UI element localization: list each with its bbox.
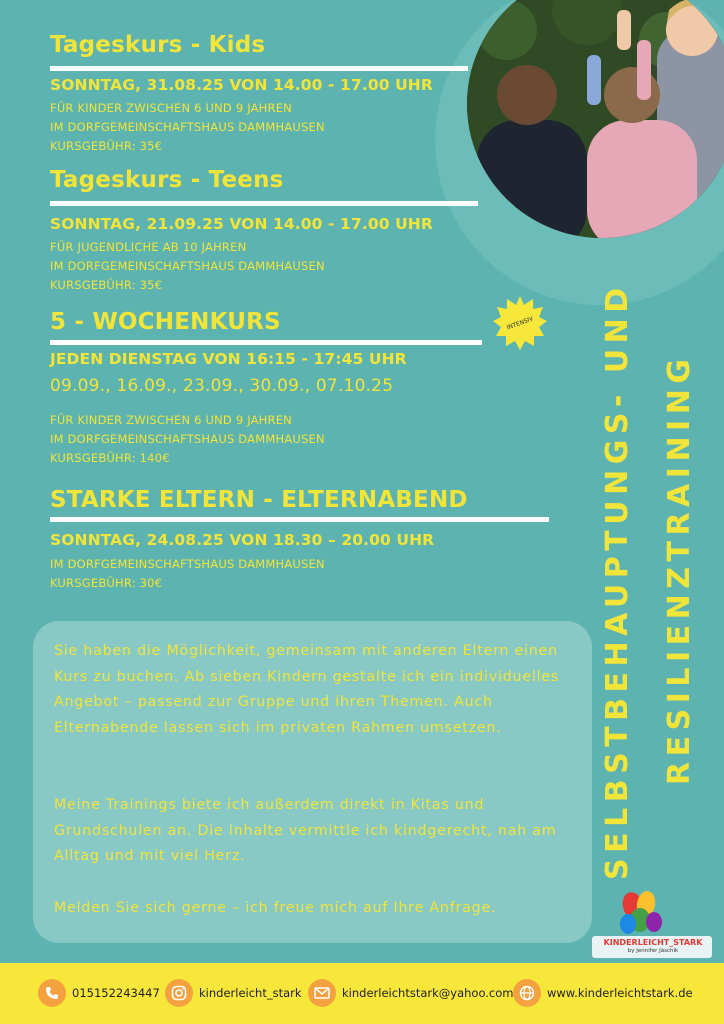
instagram-icon bbox=[165, 979, 193, 1007]
course-audience-teens: FÜR JUGENDLICHE AB 10 JAHREN bbox=[50, 240, 247, 254]
course-location-kids: IM DORFGEMEINSCHAFTSHAUS DAMMHAUSEN bbox=[50, 120, 325, 134]
course-title-parents: STARKE ELTERN - ELTERNABEND bbox=[50, 487, 468, 513]
info-paragraph-2: Meine Trainings biete ich außerdem direkt in Kitas und Grundschulen an. Die Inhalte vermittle ich kindgerecht, nah am Alltag und mit viel Herz. bbox=[54, 797, 557, 864]
course-fee-teens: KURSGEBÜHR: 35€ bbox=[50, 278, 163, 292]
divider bbox=[50, 201, 478, 206]
course-date-teens: SONNTAG, 21.09.25 VON 14.00 - 17.00 UHR bbox=[50, 215, 433, 233]
vertical-title bbox=[600, 240, 710, 890]
info-paragraph-3: Melden Sie sich gerne – ich freue mich auf Ihre Anfrage. bbox=[54, 900, 497, 916]
website-url: www.kinderleichtstark.de bbox=[547, 986, 693, 1000]
globe-icon bbox=[513, 979, 541, 1007]
info-paragraph-1: Sie haben die Möglichkeit, gemeinsam mit anderen Eltern einen Kurs zu buchen. Ab sieben Kindern gestalte ich ein individuelles Angebot – passend zur Gruppe und ihren Themen. Auch Elternabende lassen sich im privaten Rahmen umsetzen. bbox=[54, 643, 560, 736]
instagram-handle: kinderleicht_stark bbox=[199, 986, 302, 1000]
course-date-weekly: JEDEN DIENSTAG VON 16:15 - 17:45 UHR bbox=[50, 350, 407, 368]
vertical-title-line-1: SELBSTBEHAUPTUNGS- UND bbox=[600, 282, 635, 880]
divider bbox=[50, 340, 482, 345]
divider bbox=[50, 517, 549, 522]
vertical-title-line-2: RESILIENZTRAINING bbox=[662, 353, 697, 785]
course-location-teens: IM DORFGEMEINSCHAFTSHAUS DAMMHAUSEN bbox=[50, 259, 325, 273]
course-audience-weekly: FÜR KINDER ZWISCHEN 6 UND 9 JAHREN bbox=[50, 413, 292, 427]
logo-name: KINDERLEICHT_STARK bbox=[603, 938, 703, 947]
course-session-dates: 09.09., 16.09., 23.09., 30.09., 07.10.25 bbox=[50, 376, 394, 396]
course-date-parents: SONNTAG, 24.08.25 VON 18.30 – 20.00 UHR bbox=[50, 531, 435, 549]
divider bbox=[50, 66, 468, 71]
intensiv-badge-label: INTENSIV bbox=[505, 314, 535, 332]
phone-contact[interactable] bbox=[38, 978, 160, 1008]
phone-number: 015152243447 bbox=[72, 986, 160, 1000]
logo-subtitle: by Jennifer Jäschik bbox=[627, 948, 679, 954]
course-location-weekly: IM DORFGEMEINSCHAFTSHAUS DAMMHAUSEN bbox=[50, 432, 325, 446]
email-contact[interactable] bbox=[308, 978, 514, 1008]
course-fee-kids: KURSGEBÜHR: 35€ bbox=[50, 139, 163, 153]
website-contact[interactable] bbox=[513, 978, 693, 1008]
phone-icon bbox=[38, 979, 66, 1007]
course-title-teens: Tageskurs - Teens bbox=[50, 167, 284, 193]
brand-logo bbox=[588, 884, 716, 962]
course-title-kids: Tageskurs - Kids bbox=[50, 32, 266, 58]
course-fee-weekly: KURSGEBÜHR: 140€ bbox=[50, 451, 170, 465]
mail-icon bbox=[308, 979, 336, 1007]
course-location-parents: IM DORFGEMEINSCHAFTSHAUS DAMMHAUSEN bbox=[50, 557, 325, 571]
course-audience-kids: FÜR KINDER ZWISCHEN 6 UND 9 JAHREN bbox=[50, 101, 292, 115]
email-address: kinderleichtstark@yahoo.com bbox=[342, 986, 514, 1000]
contact-footer bbox=[0, 963, 724, 1024]
course-title-weekly: 5 - WOCHENKURS bbox=[50, 309, 281, 335]
course-date-kids: SONNTAG, 31.08.25 VON 14.00 - 17.00 UHR bbox=[50, 76, 433, 94]
course-fee-parents: KURSGEBÜHR: 30€ bbox=[50, 576, 163, 590]
instagram-contact[interactable] bbox=[165, 978, 302, 1008]
intensiv-badge bbox=[493, 296, 547, 350]
